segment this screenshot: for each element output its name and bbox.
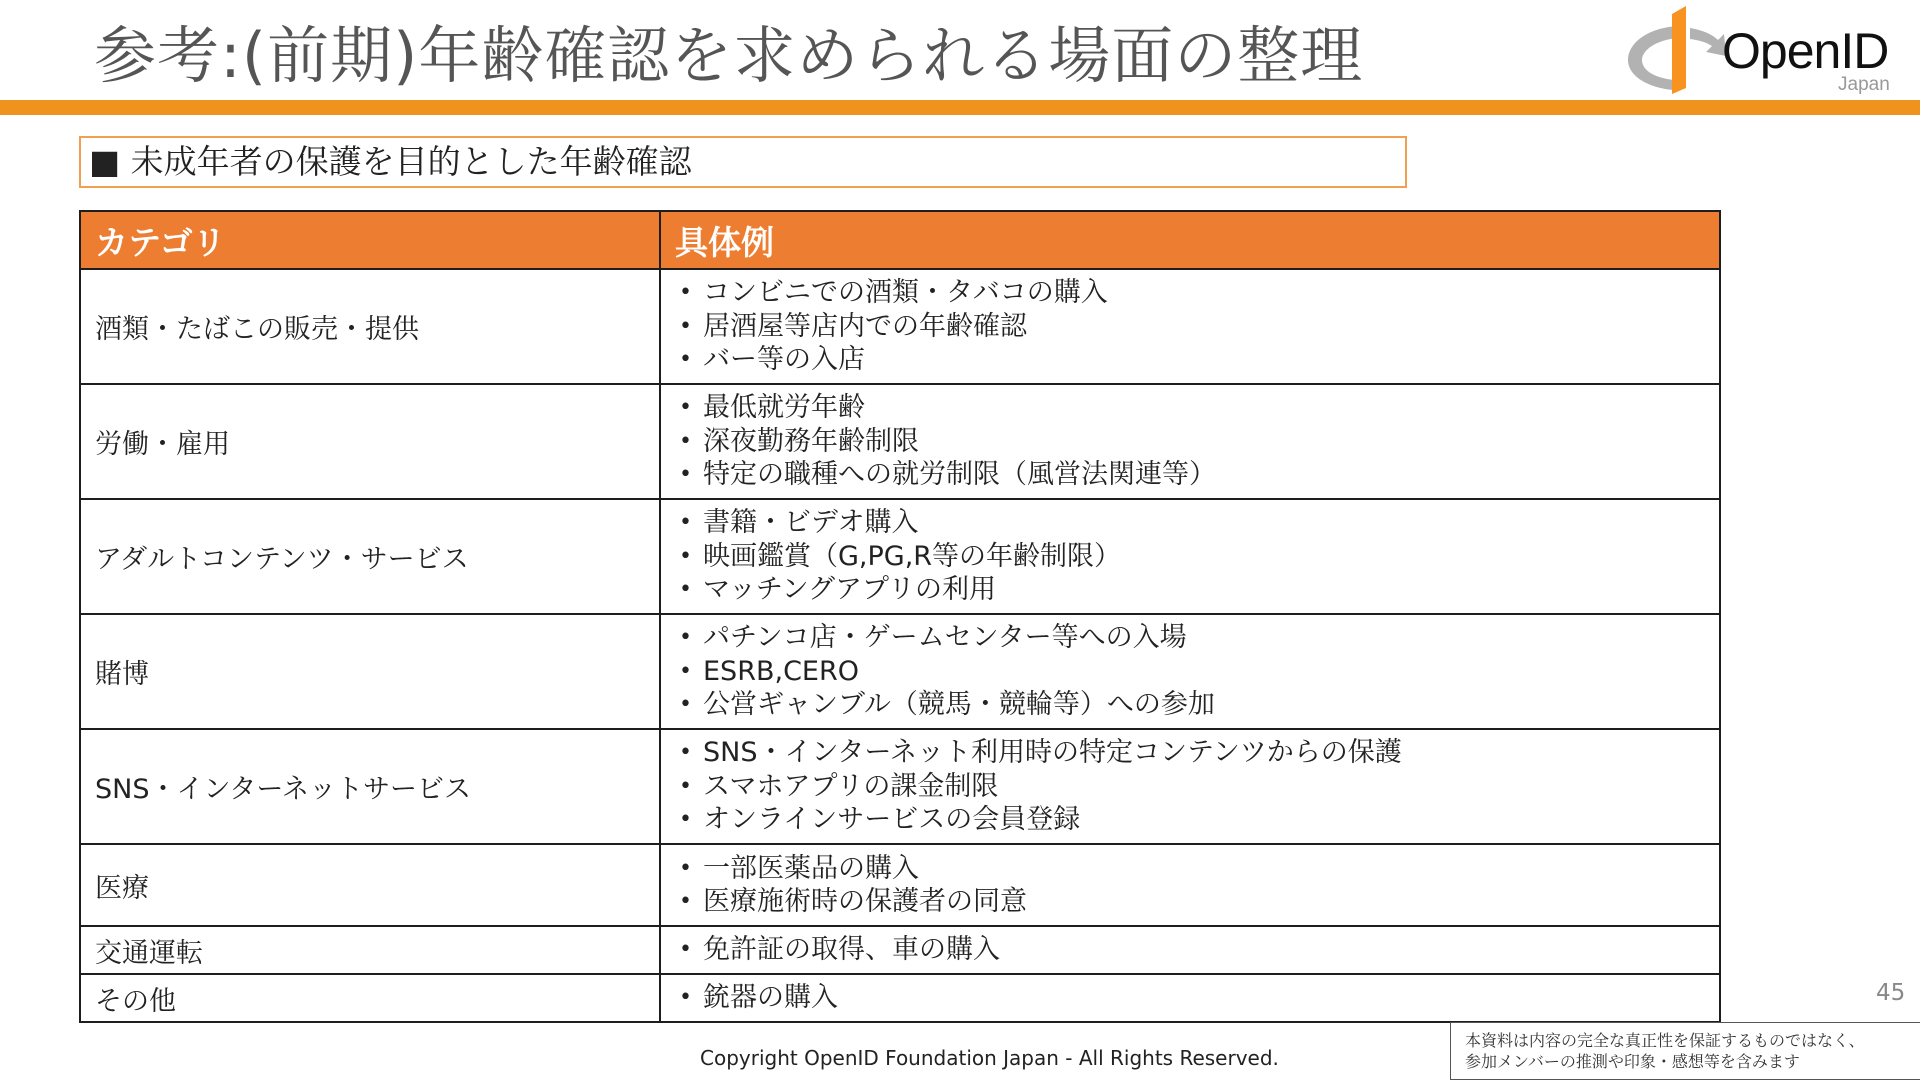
example-item: • 銃器の購入 <box>675 981 1705 1015</box>
category-cell: 労働・雇用 <box>80 384 660 499</box>
example-item: • 特定の職種への就労制限（風営法関連等） <box>675 458 1705 492</box>
example-item: • 最低就労年齢 <box>675 391 1705 425</box>
example-item: • バー等の入店 <box>675 343 1705 377</box>
example-item: • 居酒屋等店内での年齢確認 <box>675 310 1705 344</box>
column-header-category: カテゴリ <box>80 211 660 269</box>
examples-cell <box>660 499 1720 614</box>
example-item: • コンビニでの酒類・タバコの購入 <box>675 276 1705 310</box>
openid-logo-text: OpenID <box>1722 23 1889 79</box>
section-heading: ■ 未成年者の保護を目的とした年齢確認 <box>79 136 1407 188</box>
column-header-examples: 具体例 <box>660 211 1720 269</box>
table-row <box>80 499 1720 614</box>
slide-title: 参考:(前期)年齢確認を求められる場面の整理 <box>94 19 1364 92</box>
category-cell: 酒類・たばこの販売・提供 <box>80 269 660 384</box>
example-item: • 医療施術時の保護者の同意 <box>675 885 1705 919</box>
disclaimer-line: 本資料は内容の完全な真正性を保証するものではなく、 <box>1465 1031 1865 1050</box>
table-header-row <box>80 211 1720 269</box>
copyright-notice: Copyright OpenID Foundation Japan - All Rights Reserved. <box>700 1046 1279 1070</box>
examples-cell <box>660 974 1720 1022</box>
examples-cell <box>660 269 1720 384</box>
example-item: • オンラインサービスの会員登録 <box>675 803 1705 837</box>
category-cell: 賭博 <box>80 614 660 729</box>
examples-cell <box>660 384 1720 499</box>
table-row <box>80 729 1720 844</box>
example-item: • パチンコ店・ゲームセンター等への入場 <box>675 621 1705 655</box>
example-item: • 公営ギャンブル（競馬・競輪等）への参加 <box>675 688 1705 722</box>
openid-logo <box>1618 4 1900 96</box>
openid-logo-subtext: Japan <box>1838 74 1890 95</box>
example-item: • スマホアプリの課金制限 <box>675 770 1705 804</box>
category-cell: アダルトコンテンツ・サービス <box>80 499 660 614</box>
example-item: • 書籍・ビデオ購入 <box>675 506 1705 540</box>
example-item: • 一部医薬品の購入 <box>675 852 1705 886</box>
disclaimer-line: 参加メンバーの推測や印象・感想等を含みます <box>1465 1052 1800 1071</box>
table-row <box>80 926 1720 974</box>
openid-logo-icon <box>1618 4 1728 96</box>
table-row <box>80 974 1720 1022</box>
disclaimer-box <box>1450 1022 1920 1080</box>
examples-cell <box>660 729 1720 844</box>
category-cell: 医療 <box>80 844 660 926</box>
examples-cell <box>660 926 1720 974</box>
example-item: • マッチングアプリの利用 <box>675 573 1705 607</box>
category-cell: 交通運転 <box>80 926 660 974</box>
example-item: • ESRB,CERO <box>675 655 1705 689</box>
examples-cell <box>660 844 1720 926</box>
table-row <box>80 614 1720 729</box>
category-cell: SNS・インターネットサービス <box>80 729 660 844</box>
age-verification-table <box>79 210 1721 1023</box>
table-row <box>80 269 1720 384</box>
table-row <box>80 844 1720 926</box>
example-item: • 免許証の取得、車の購入 <box>675 933 1705 967</box>
table-row <box>80 384 1720 499</box>
category-cell: その他 <box>80 974 660 1022</box>
examples-cell <box>660 614 1720 729</box>
header-accent-bar <box>0 100 1920 115</box>
example-item: • SNS・インターネット利用時の特定コンテンツからの保護 <box>675 736 1705 770</box>
example-item: • 深夜勤務年齢制限 <box>675 425 1705 459</box>
example-item: • 映画鑑賞（G,PG,R等の年齢制限） <box>675 540 1705 574</box>
page-number: 45 <box>1876 980 1906 1006</box>
